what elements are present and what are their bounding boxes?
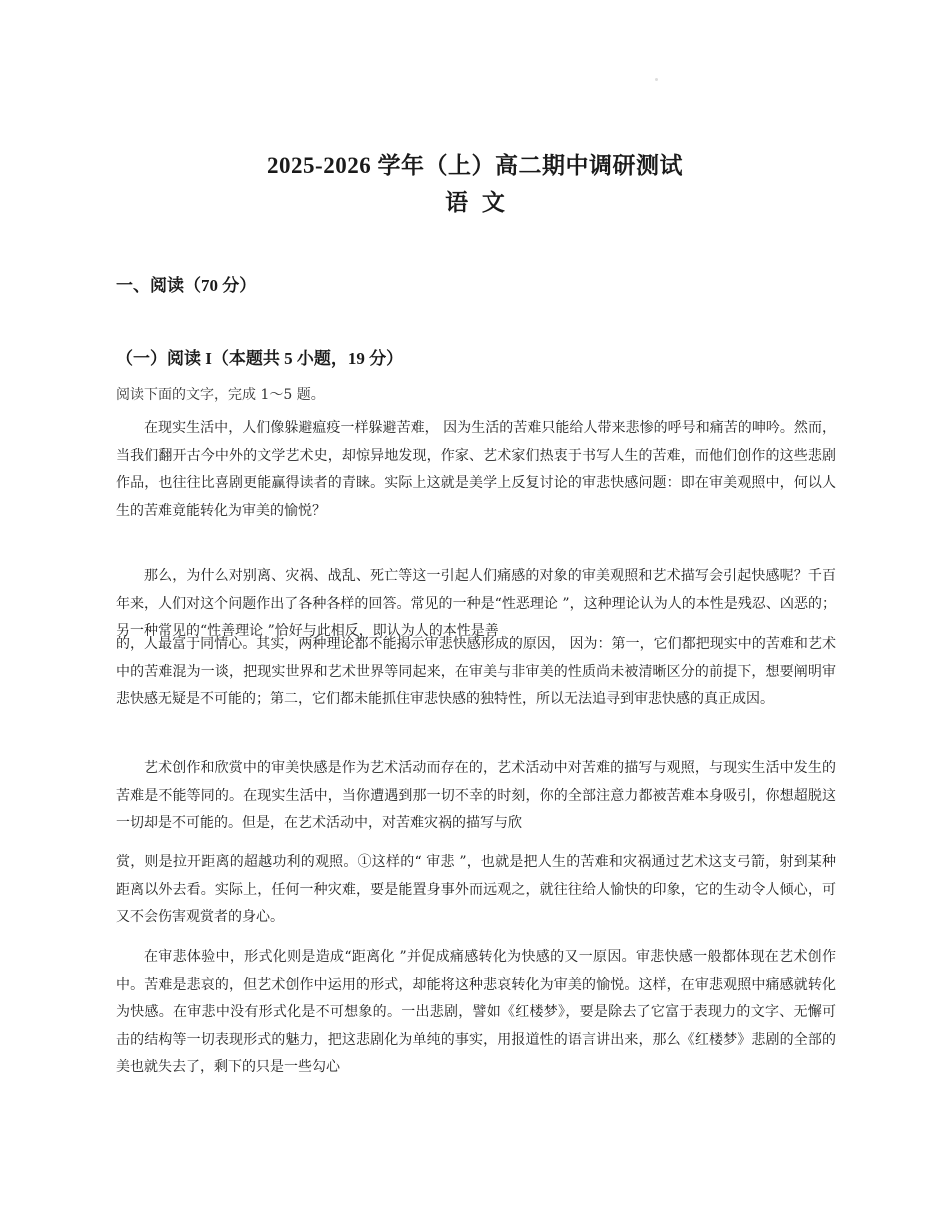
section-heading: 一、阅读（70 分） xyxy=(116,276,257,295)
passage-paragraph-4: 在审悲体验中，形式化则是造成“距离化 ”并促成痛感转化为快感的又一原因。审悲快感一般都体现在艺术创作中。苦难是悲哀的，但艺术创作中运用的形式，却能将这种悲哀转化为审美的愉悦。这样，在审悲观照中痛感就转化为快感。在审悲中没有形式化是不可想象的。一出悲剧，譬如《红楼梦》，要是除去了它富于表现力的文字、无懈可击的结构等一切表现形式的魅力，把这悲剧化为单纯的事实，用报道性的语言讲出来，那么《红楼梦》悲剧的全部的美也就失去了，剩下的只是一些勾心 xyxy=(116,949,836,1075)
sub-section-heading: （一）阅读 I（本题共 5 小题，19 分） xyxy=(116,349,404,368)
passage-paragraph-1: 在现实生活中，人们像躲避瘟疫一样躲避苦难， 因为生活的苦难只能给人带来悲惨的呼号和痛苦的呻吟。然而，当我们翻开古今中外的文学艺术史，却惊异地发现，作家、艺术家们热衷于书写人生的苦难，而他们创作的这些悲剧作品，也往往比喜剧更能赢得读者的青睐。实际上这就是美学上反复讨论的审悲快感问题：即在审美观照中，何以人生的苦难竟能转化为审美的愉悦？ xyxy=(116,420,836,519)
scan-speck xyxy=(655,78,658,81)
passage-paragraph-3: 艺术创作和欣赏中的审美快感是作为艺术活动而存在的，艺术活动中对苦难的描写与观照，与现实生活中发生的苦难是不能等同的。在现实生活中，当你遭遇到那一切不幸的时刻，你的全部注意力都被苦难本身吸引，你想超脱这一切却是不可能的。但是，在艺术活动中，对苦难灾祸的描写与欣 xyxy=(116,760,836,831)
exam-subject: 语 文 xyxy=(445,190,505,215)
passage-paragraph-2-continued: 的，人最富于同情心。其实，两种理论都不能揭示审悲快感形成的原因， 因为：第一，它们都把现实中的苦难和艺术中的苦难混为一谈，把现实世界和艺术世界等同起来，在审美与非审美的性质尚未被清晰区分的前提下，想要阐明审悲快感无疑是不可能的；第二，它们都未能抓住审悲快感的独特性，所以无法追寻到审悲快感的真正成因。 xyxy=(116,636,836,707)
passage-paragraph-3-continued: 赏，则是拉开距离的超越功利的观照。①这样的“ 审悲 ”，也就是把人生的苦难和灾祸通过艺术这支弓箭，射到某种距离以外去看。实际上，任何一种灾难，要是能置身事外而远观之，就往往给人愉快的印象，它的生动令人倾心，可又不会伤害观赏者的身心。 xyxy=(116,854,836,925)
reading-instruction: 阅读下面的文字，完成 1～5 题。 xyxy=(116,387,325,403)
passage-paragraph-2: 那么，为什么对别离、灾祸、战乱、死亡等这一引起人们痛感的对象的审美观照和艺术描写会引起快感呢？千百年来，人们对这个问题作出了各种各样的回答。常见的一种是“性恶理论 ”，这种理论认为人的本性是残忍、凶恶的；另一种常见的“性善理论 ”恰好与此相反，即认为人的本性是善 xyxy=(116,568,836,639)
exam-title: 2025-2026 学年（上）高二期中调研测试 xyxy=(267,153,683,178)
